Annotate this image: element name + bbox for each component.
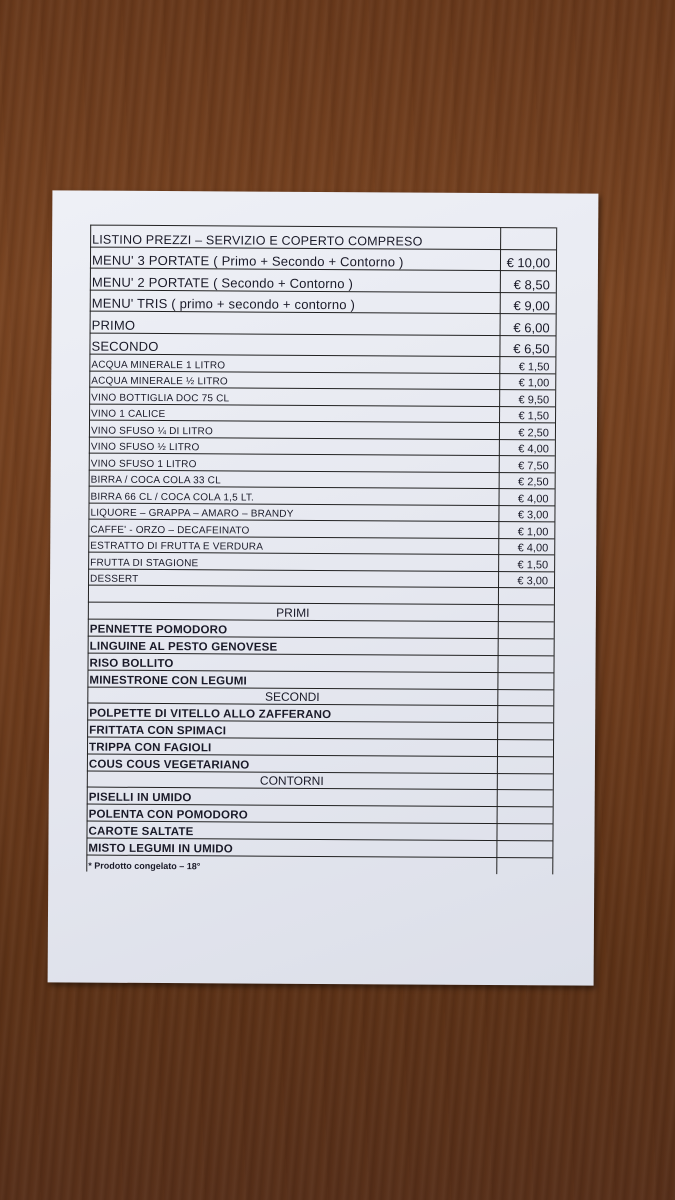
footnote: * Prodotto congelato – 18° (88, 860, 201, 872)
dish-name: PISELLI IN UMIDO (88, 791, 192, 805)
item-price: € 8,50 (513, 276, 550, 292)
dish-name: TRIPPA CON FAGIOLI (88, 741, 212, 755)
item-name: MENU' 2 PORTATE ( Secondo + Contorno ) (91, 274, 354, 291)
item-price: € 3,00 (517, 575, 549, 588)
item-price: € 4,00 (517, 542, 549, 555)
price-list-table (88, 225, 560, 872)
dish-name: MISTO LEGUMI IN UMIDO (88, 842, 233, 856)
item-name: BIRRA / COCA COLA 33 CL (90, 474, 221, 487)
dish-name: POLENTA CON POMODORO (88, 808, 248, 822)
item-price: € 4,00 (517, 492, 549, 505)
section-title: SECONDI (264, 689, 320, 704)
dish-name: LINGUINE AL PESTO GENOVESE (89, 640, 278, 654)
item-name: DESSERT (90, 573, 139, 585)
price-row (89, 333, 555, 357)
item-price: € 1,50 (517, 558, 549, 571)
item-price: € 1,50 (518, 410, 550, 423)
item-price: € 1,50 (518, 360, 550, 373)
item-price: € 6,00 (513, 319, 550, 335)
item-price: € 1,00 (518, 377, 550, 390)
dish-name: RISO BOLLITO (89, 657, 174, 671)
dish-name: POLPETTE DI VITELLO ALLO ZAFFERANO (89, 707, 332, 722)
dish-name: FRITTATA CON SPIMACI (89, 724, 227, 738)
menu-sheet (48, 190, 599, 985)
item-name: CAFFE' - ORZO – DECAFEINATO (90, 524, 250, 537)
item-price: € 3,00 (517, 509, 549, 522)
section-title: CONTORNI (259, 773, 324, 789)
item-price: € 9,00 (513, 298, 550, 314)
item-name: VINO BOTTIGLIA DOC 75 CL (91, 392, 230, 404)
price-row (90, 312, 556, 336)
dish-name: COUS COUS VEGETARIANO (88, 758, 250, 772)
dish-name: PENNETTE POMODORO (89, 623, 228, 637)
item-price: € 7,50 (518, 459, 549, 472)
footnote-row (86, 856, 552, 875)
section-title: PRIMI (276, 605, 310, 620)
dish-name: CAROTE SALTATE (88, 825, 194, 839)
item-name: VINO 1 CALICE (91, 408, 166, 421)
item-name: MENU' 3 PORTATE ( Primo + Secondo + Contorno ) (91, 252, 404, 270)
item-name: VINO SFUSO ¼ DI LITRO (90, 425, 213, 437)
item-price: € 10,00 (506, 255, 551, 271)
item-name: VINO SFUSO 1 LITRO (90, 458, 197, 470)
item-name: ESTRATTO DI FRUTTA E VERDURA (90, 540, 264, 553)
item-name: PRIMO (91, 317, 136, 333)
header-title: LISTINO PREZZI – SERVIZIO E COPERTO COMPRESO (92, 232, 423, 249)
item-price: € 6,50 (513, 341, 550, 357)
item-price: € 1,00 (517, 525, 549, 538)
item-name: ACQUA MINERALE 1 LITRO (91, 359, 226, 371)
item-name: BIRRA 66 CL / COCA COLA 1,5 LT. (90, 491, 255, 504)
dish-name: MINESTRONE CON LEGUMI (89, 674, 248, 688)
item-name: FRUTTA DI STAGIONE (90, 557, 199, 569)
price-row (90, 248, 556, 272)
item-name: ACQUA MINERALE ½ LITRO (91, 375, 228, 388)
item-price: € 2,50 (518, 476, 549, 489)
item-name: SECONDO (91, 338, 159, 354)
item-name: LIQUORE – GRAPPA – AMARO – BRANDY (90, 507, 294, 520)
header-row (90, 225, 556, 251)
price-row (90, 269, 556, 293)
item-price: € 9,50 (518, 393, 550, 406)
item-price: € 4,00 (518, 443, 549, 456)
item-price: € 2,50 (518, 426, 549, 439)
item-name: VINO SFUSO ½ LITRO (90, 441, 200, 454)
item-name: MENU' TRIS ( primo + secondo + contorno ) (91, 295, 356, 313)
price-row (90, 290, 556, 314)
